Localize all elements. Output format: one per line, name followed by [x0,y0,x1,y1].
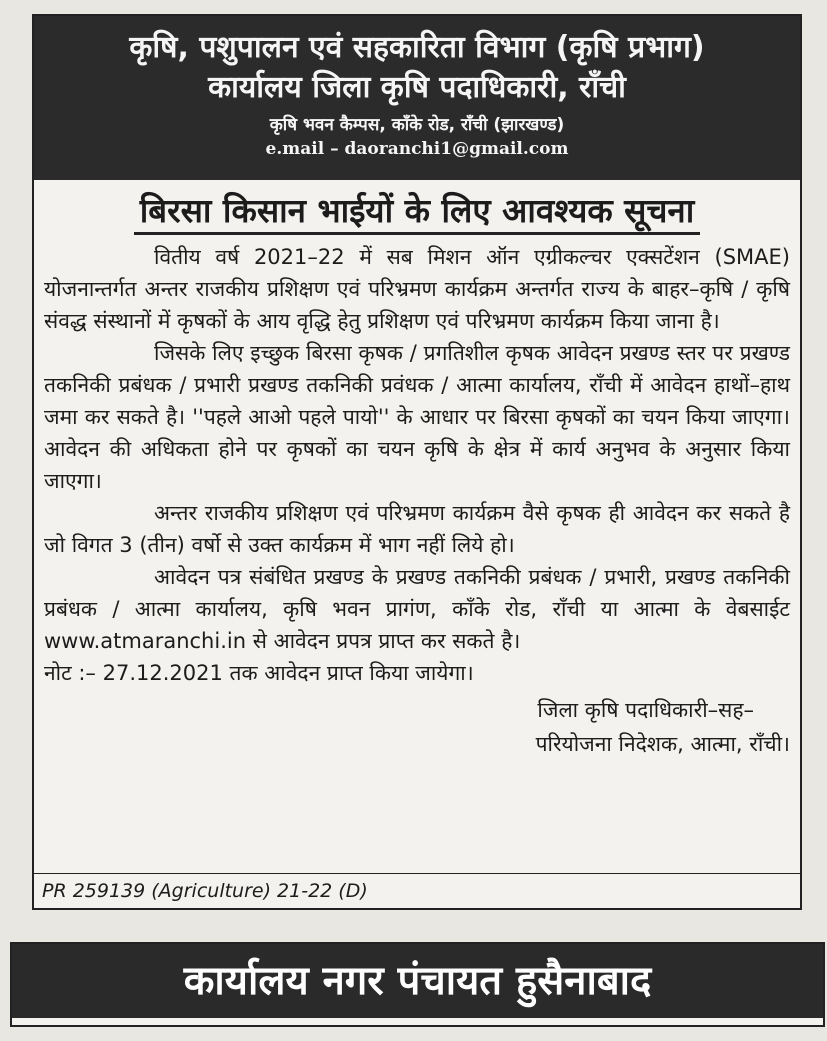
signature-line-1: जिला कृषि पदाधिकारी–सह– [537,698,754,722]
next-notice-box [10,942,825,1027]
notice-box [32,14,802,910]
office-address: कृषि भवन कैम्पस, काँके रोड, राँची (झारखण्ड) [269,115,565,135]
signature-block [34,693,800,761]
next-notice-title: कार्यालय नगर पंचायत हुसैनाबाद [12,944,823,1018]
department-title: कृषि, पशुपालन एवं सहकारिता विभाग (कृषि प्रभाग) [129,30,705,65]
paragraph-2: जिसके लिए इच्छुक बिरसा कृषक / प्रगतिशील कृषक आवेदन प्रखण्ड स्तर पर प्रखण्ड तकनिकी प्रबंधक / प्रभारी प्रखण्ड तकनिकी प्रवंधक / आत्मा कार्यालय, राँची में आवेदन हाथों–हाथ जमा कर सकते है। ''पहले आओ पहले पायो'' के आधार पर बिरसा कृषकों का चयन किया जाएगा। आवेदन की अधिकता होने पर कृषकों का चयन कृषि के क्षेत्र में कार्य अनुभव के अनुसार किया जाएगा। [44,341,790,493]
paragraph-1: वितीय वर्ष 2021–22 में सब मिशन ऑन एग्रीकल्चर एक्सटेंशन (SMAE) योजनान्तर्गत अन्तर राजकीय प्रशिक्षण एवं परिभ्रमण कार्यक्रम अन्तर्गत राज्य के बाहर–कृषि / कृषि संवद्ध संस्थानों में कृषकों के आय वृद्धि हेतु प्रशिक्षण एवं परिभ्रमण कार्यक्रम किया जाना है। [44,245,790,333]
deadline-note: नोट :– 27.12.2021 तक आवेदन प्राप्त किया जायेगा। [44,661,474,685]
notice-body [34,235,800,689]
notice-header [34,16,800,180]
headline-wrap [34,190,800,235]
paragraph-4: आवेदन पत्र संबंधित प्रखण्ड के प्रखण्ड तकनिकी प्रबंधक / प्रभारी, प्रखण्ड तकनिकी प्रबंधक / आत्मा कार्यालय, कृषि भवन प्रागंण, काँके रोड, राँची या आत्मा के वेबसाईट www.atmaranchi.in से आवेदन प्रपत्र प्राप्त कर सकते है। [44,565,790,653]
office-title: कार्यालय जिला कृषि पदाधिकारी, राँची [208,70,626,105]
notice-headline: बिरसा किसान भाईयों के लिए आवश्यक सूचना [134,190,701,235]
paragraph-3: अन्तर राजकीय प्रशिक्षण एवं परिभ्रमण कार्यक्रम वैसे कृषक ही आवेदन कर सकते है जो विगत 3 (तीन) वर्षो से उक्त कार्यक्रम में भाग नहीं लिये हो। [44,501,790,557]
pr-number: PR 259139 (Agriculture) 21-22 (D) [34,873,800,908]
office-email: e.mail – daoranchi1@gmail.com [265,139,569,159]
signature-line-2: परियोजना निदेशक, आत्मा, राँची। [535,732,790,756]
